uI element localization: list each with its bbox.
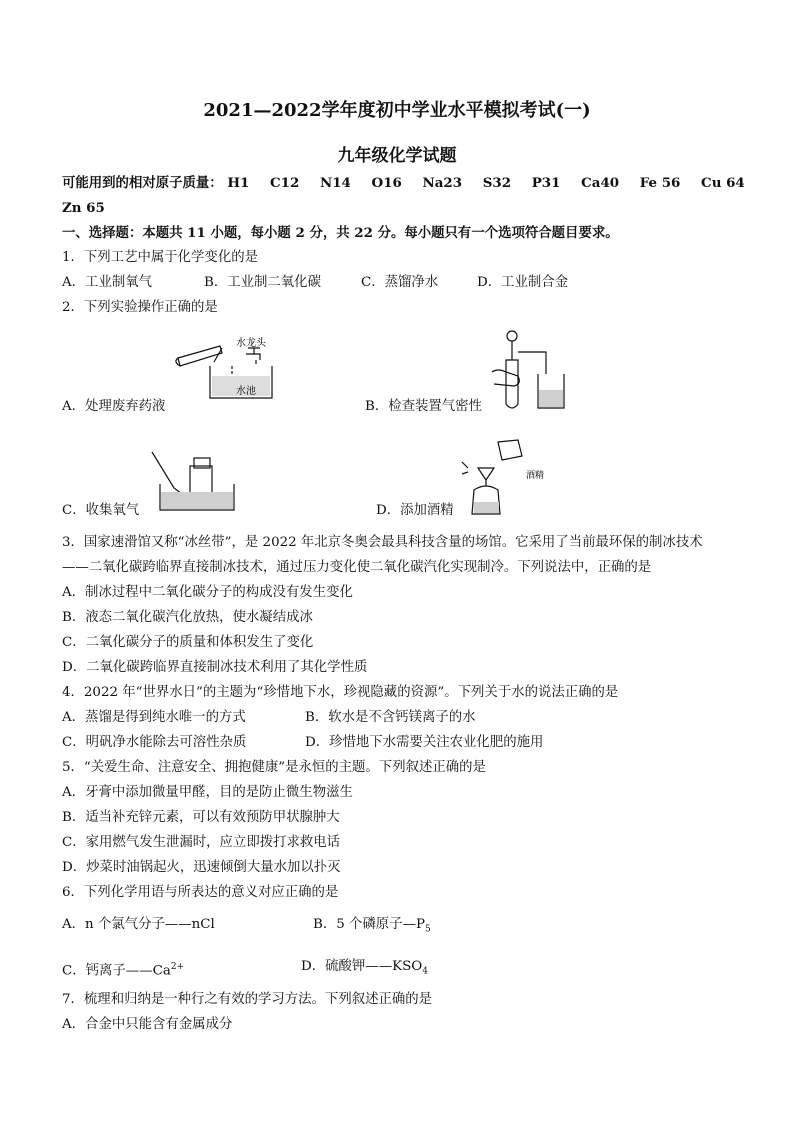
sink-label: 水池: [236, 386, 256, 397]
option-c: C．收集氧气: [62, 503, 140, 518]
atomic-mass-item: Fe 56: [639, 175, 681, 191]
option-b-subscript: 5: [424, 924, 431, 935]
option-b: B．软水是不含钙镁离子的水: [305, 710, 476, 725]
question-stem: 4．2022 年“世界水日”的主题为“珍惜地下水，珍视隐藏的资源”。下列关于水的说法正确的是: [62, 685, 619, 700]
option-b: B．液态二氧化碳汽化放热，使水凝结成冰: [62, 610, 313, 625]
option-c: C．蒸馏净水: [361, 275, 439, 290]
option-d: D．二氧化碳跨临界直接制冰技术利用了其化学性质: [62, 660, 368, 675]
question-stem: 1．下列工艺中属于化学变化的是: [62, 250, 258, 265]
option-a: A．处理废弃药液: [62, 399, 166, 414]
option-a: A．合金中只能含有金属成分: [62, 1017, 233, 1032]
option-a: A．工业制氧气: [62, 275, 153, 290]
option-c: C．家用燃气发生泄漏时，应立即拨打求救电话: [62, 835, 341, 850]
page-subtitle: 九年级化学试题: [337, 146, 457, 166]
atomic-mass-item: Na23: [422, 175, 463, 191]
option-b: [313, 916, 431, 939]
atomic-mass-item: N14: [319, 175, 351, 191]
option-d: D．添加酒精: [376, 503, 454, 518]
option-b-text: B．5 个磷原子—P: [313, 917, 425, 932]
atomic-mass-item: H1: [227, 175, 250, 191]
option-d-subscript: 4: [422, 966, 428, 977]
section-heading: 一、选择题：本题共 11 小题，每小题 2 分，共 22 分。每小题只有一个选项符合题目要求。: [62, 225, 619, 241]
atomic-mass-label: 可能用到的相对原子质量：: [62, 175, 223, 191]
atomic-mass-item: P31: [531, 175, 561, 191]
airtightness-figure: [488, 328, 568, 412]
page-title: 2021—2022学年度初中学业水平模拟考试(一): [203, 100, 591, 121]
option-a: A．n 个氯气分子——nCl: [62, 917, 215, 932]
option-c-superscript: 2+: [170, 962, 185, 972]
atomic-mass-item: Ca40: [581, 175, 620, 191]
option-b: B．适当补充锌元素，可以有效预防甲状腺肿大: [62, 810, 340, 825]
question-stem: 5．“关爱生命、注意安全、拥抱健康”是永恒的主题。下列叙述正确的是: [62, 760, 486, 775]
atomic-mass-item: O16: [371, 175, 402, 191]
option-a: A．牙膏中添加微量甲醛，目的是防止微生物滋生: [62, 785, 353, 800]
option-a: A．制冰过程中二氧化碳分子的构成没有发生变化: [62, 585, 353, 600]
question-stem-cont: ——二氧化碳跨临界直接制冰技术，通过压力变化使二氧化碳汽化实现制冷。下列说法中，正确的是: [62, 560, 652, 575]
option-d: D．珍惜地下水需要关注农业化肥的施用: [305, 735, 544, 750]
atomic-mass-item: C12: [270, 175, 300, 191]
atomic-mass-item: S32: [482, 175, 512, 191]
question-stem: 7．梳理和归纳是一种行之有效的学习方法。下列叙述正确的是: [62, 992, 433, 1007]
tap-label: 水龙头: [236, 338, 266, 349]
option-b: B．检查装置气密性: [365, 399, 482, 414]
option-c: [62, 958, 184, 980]
alcohol-label: 酒精: [526, 471, 545, 481]
oxygen-collection-figure: [150, 448, 236, 516]
question-stem: 3．国家速滑馆又称“冰丝带”，是 2022 年北京冬奥会最具科技含量的场馆。它采用了当前最环保的制冰技术: [62, 535, 703, 550]
atomic-mass-overflow: Zn 65: [62, 200, 105, 216]
add-alcohol-figure: [458, 438, 548, 520]
option-c-text: C．钙离子——Ca: [62, 963, 171, 979]
option-d: D．炒菜时油锅起火，迅速倾倒大量水加以扑灭: [62, 860, 341, 875]
option-d: D．工业制合金: [477, 275, 569, 290]
option-d-text: D．硫酸钾——KSO: [301, 959, 423, 974]
option-a: A．蒸馏是得到纯水唯一的方式: [62, 710, 246, 725]
atomic-mass-item: Cu 64: [701, 175, 745, 191]
option-d: [301, 958, 428, 981]
question-stem: 2．下列实验操作正确的是: [62, 300, 218, 315]
waste-disposal-figure: [170, 336, 280, 416]
question-stem: 6．下列化学用语与所表达的意义对应正确的是: [62, 885, 339, 900]
option-b: B．工业制二氧化碳: [204, 275, 321, 290]
option-c: C．二氧化碳分子的质量和体积发生了变化: [62, 635, 314, 650]
option-c: C．明矾净水能除去可溶性杂质: [62, 735, 247, 750]
atomic-mass-row: [62, 174, 745, 192]
